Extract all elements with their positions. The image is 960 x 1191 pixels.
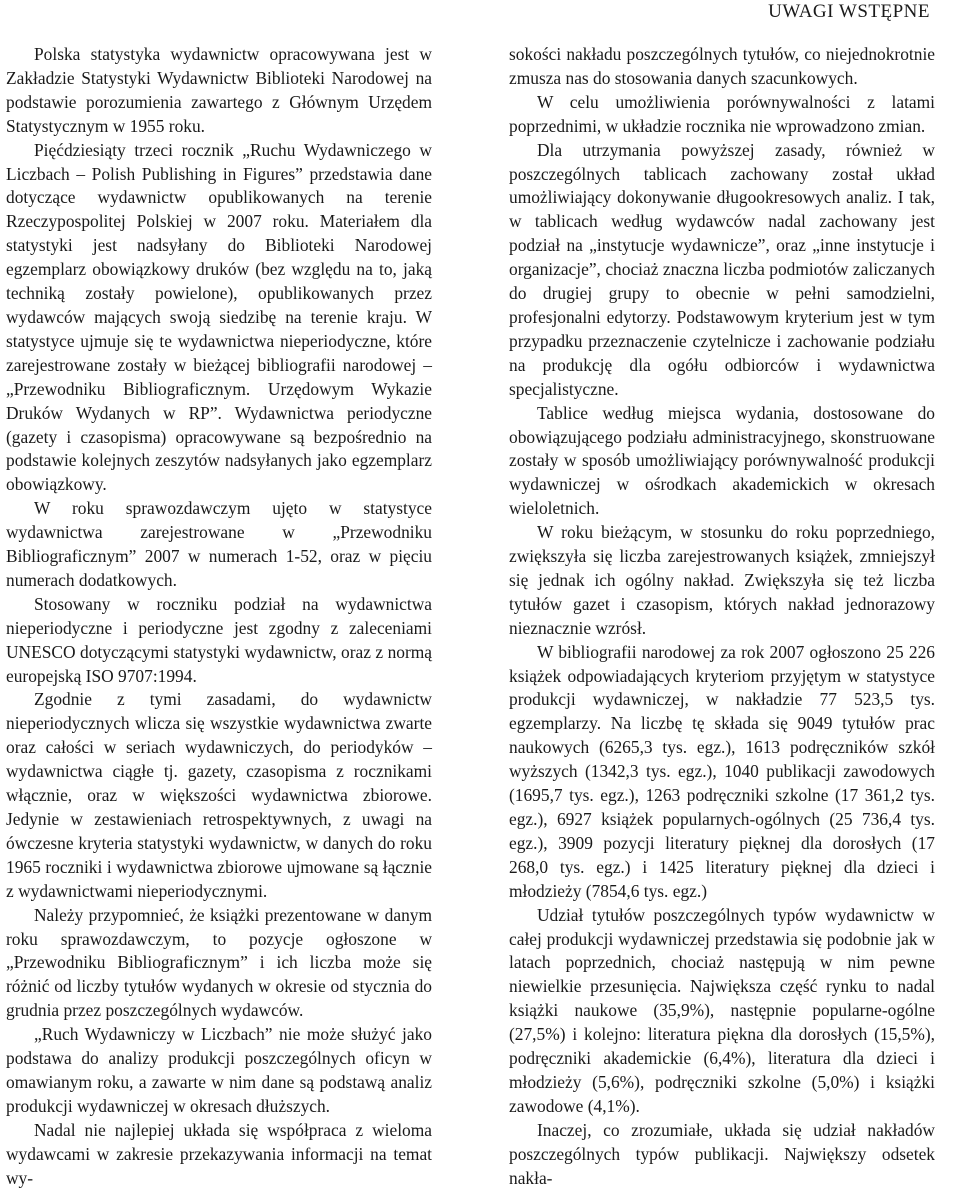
paragraph: Udział tytułów poszczególnych typów wydawnictw w całej produkcji wydawniczej przedstawia się podobnie jak w latach poprzednich, chociaż następują w nim pewne niewielkie przesunięcia. Największa część rynku to nadal książki naukowe (35,9%), następnie popularne-ogólne (27,5%) i kolejno: literatura piękna dla dorosłych (15,5%), podręczniki akademickie (6,4%), literatura dla dzieci i młodzieży (5,6%), podręczniki szkolne (5,0%) i książki zawodowe (4,1%).: [509, 904, 935, 1116]
paragraph: Polska statystyka wydawnictw opracowywana jest w Zakładzie Statystyki Wydawnictw Biblioteki Narodowej na podstawie porozumienia zawartego z Głównym Urzędem Statystycznym w 1955 roku.: [6, 44, 432, 136]
paragraph: W celu umożliwienia porównywalności z latami poprzednimi, w układzie rocznika nie wprowadzono zmian.: [509, 91, 935, 136]
paragraph: Inaczej, co zrozumiałe, układa się udział nakładów poszczególnych typów publikacji. Największy odsetek nakła-: [509, 1119, 935, 1188]
paragraph-continuation: sokości nakładu poszczególnych tytułów, co niejednokrotnie zmusza nas do stosowania danych szacunkowych.: [509, 44, 935, 88]
paragraph: Zgodnie z tymi zasadami, do wydawnictw nieperiodycznych wlicza się wszystkie wydawnictwa zwarte oraz całości w seriach wydawniczych, do periodyków – wydawnictwa ciągłe tj. gazety, czasopisma z rocznikami włącznie, oraz w większości wydawnictwa zbiorowe. Jedynie w zestawieniach retrospektywnych, z uwagi na ówczesne kryteria statystyki wydawnictw, w danych do roku 1965 roczniki i wydawnictwa zbiorowe ujmowane są łącznie z wydawnictwami nieperiodycznymi.: [6, 689, 432, 901]
right-column: [509, 43, 935, 1191]
paragraph: Nadal nie najlepiej układa się współpraca z wieloma wydawcami w zakresie przekazywania informacji na temat wy-: [6, 1119, 432, 1188]
page-title: UWAGI WSTĘPNE: [768, 1, 930, 22]
paragraph: Dla utrzymania powyższej zasady, również w poszczególnych tablicach zachowany został układ umożliwiający dokonywanie długookresowych analiz. I tak, w tablicach według wydawców nadal zachowany jest podział na „instytucje wydawnicze”, oraz „inne instytucje i organizacje”, chociaż znaczna liczba podmiotów zaliczanych do drugiej grupy to obecnie w pełni samodzielni, profesjonalni edytorzy. Podstawowym kryterium jest w tym przypadku przeznaczenie czytelnicze i zachowanie podziału na produkcję dla ogółu odbiorców i wydawnictwa specjalistyczne.: [509, 139, 935, 399]
paragraph: Pięćdziesiąty trzeci rocznik „Ruchu Wydawniczego w Liczbach – Polish Publishing in Figures” przedstawia dane dotyczące wydawnictw opublikowanych na terenie Rzeczypospolitej Polskiej w 2007 roku. Materiałem dla statystyki jest nadsyłany do Biblioteki Narodowej egzemplarz obowiązkowy druków (bez względu na to, jaką techniką zostały powielone), opublikowanych przez wydawców mających swoją siedzibę na terenie kraju. W statystyce ujmuje się te wydawnictwa nieperiodyczne, które zarejestrowane zostały w bieżącej bibliografii narodowej – „Przewodniku Bibliograficznym. Urzędowym Wykazie Druków Wydanych w RP”. Wydawnictwa periodyczne (gazety i czasopisma) opracowywane są bezpośrednio na podstawie kolejnych zeszytów nadsyłanych jako egzemplarz obowiązkowy.: [6, 139, 432, 495]
paragraph: W roku bieżącym, w stosunku do roku poprzedniego, zwiększyła się liczba zarejestrowanych książek, zmniejszył się jednak ich ogólny nakład. Zwiększyła się też liczba tytułów gazet i czasopism, których nakład jednorazowy nieznacznie wzrósł.: [509, 522, 935, 638]
paragraph: Stosowany w roczniku podział na wydawnictwa nieperiodyczne i periodyczne jest zgodny z zaleceniami UNESCO dotyczącymi statystyki wydawnictw, oraz z normą europejską ISO 9707:1994.: [6, 593, 432, 686]
paragraph: W bibliografii narodowej za rok 2007 ogłoszono 25 226 książek odpowiadających kryteriom przyjętym w statystyce produkcji wydawniczej, w nakładzie 77 523,5 tys. egzemplarzy. Na liczbę tę składa się 9049 tytułów prac naukowych (6265,3 tys. egz.), 1613 podręczników szkół wyższych (1342,3 tys. egz.), 1040 publikacji zawodowych (1695,7 tys. egz.), 1263 podręczniki szkolne (17 361,2 tys. egz.), 6927 książek popularnych-ogólnych (25 736,4 tys. egz.), 3909 pozycji literatury pięknej dla dorosłych (17 268,0 tys. egz.) i 1425 literatury pięknej dla dzieci i młodzieży (7854,6 tys. egz.): [509, 641, 935, 901]
left-column: [6, 43, 432, 1191]
paragraph: Należy przypomnieć, że książki prezentowane w danym roku sprawozdawczym, to pozycje ogłoszone w „Przewodniku Bibliograficznym” i ich liczba może się różnić od liczby tytułów wydanych w okresie od stycznia do grudnia przez poszczególnych wydawców.: [6, 904, 432, 1021]
paragraph: „Ruch Wydawniczy w Liczbach” nie może służyć jako podstawa do analizy produkcji poszczególnych oficyn w omawianym roku, a zawarte w nim dane są podstawą analiz produkcji wydawniczej w okresach dłuższych.: [6, 1024, 432, 1116]
paragraph: Tablice według miejsca wydania, dostosowane do obowiązującego podziału administracyjnego, skonstruowane zostały w sposób umożliwiający porównywalność produkcji wydawniczej w ośrodkach akademickich w okresach wieloletnich.: [509, 402, 935, 519]
paragraph: W roku sprawozdawczym ujęto w statystyce wydawnictwa zarejestrowane w „Przewodniku Bibliograficznym” 2007 w numerach 1-52, oraz w pięciu numerach dodatkowych.: [6, 498, 432, 590]
